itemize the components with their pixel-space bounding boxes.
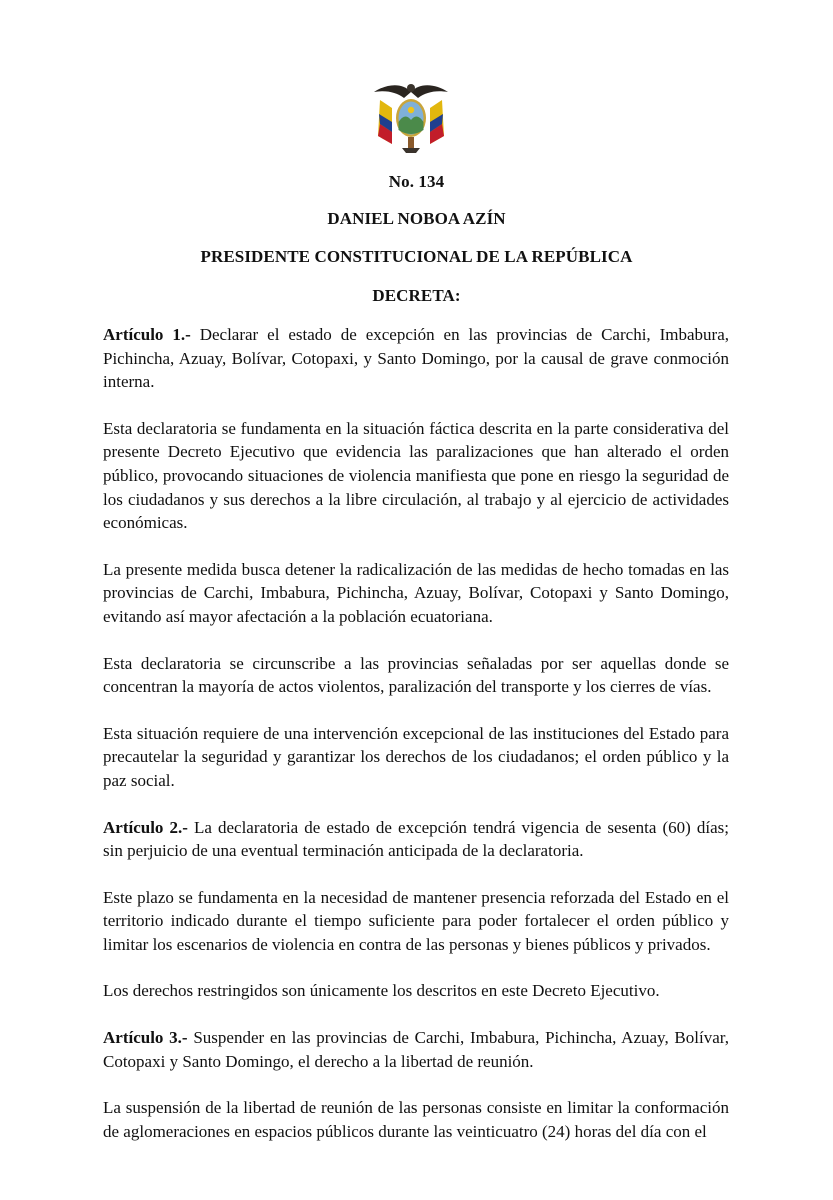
article-1-text: Declarar el estado de excepción en las provincias de Carchi, Imbabura, Pichincha, Azuay, Bolívar, Cotopaxi, y Santo Domingo, por la causal de grave conmoción interna. (103, 325, 729, 392)
article-1-label: Artículo 1.- (103, 325, 191, 344)
body-paragraph: La suspensión de la libertad de reunión de las personas consiste en limitar la conformación de aglomeraciones en espacios públicos durante las veinticuatro (24) horas del día con el (103, 1098, 729, 1141)
president-title: PRESIDENTE CONSTITUCIONAL DE LA REPÚBLICA (200, 247, 633, 266)
article-2-paragraph (103, 816, 729, 863)
decree-heading: DECRETA: (372, 286, 461, 305)
body-paragraph: Esta declaratoria se circunscribe a las provincias señaladas por ser aquellas donde se concentran la mayoría de actos violentos, paralización del transporte y los cierres de vías. (103, 653, 729, 697)
article-3-label: Artículo 3.- (103, 1028, 188, 1048)
article-2-text: La declaratoria de estado de excepción tendrá vigencia de sesenta (60) días; sin perjuicio de una eventual terminación anticipada de la declaratoria. (103, 817, 729, 861)
body-paragraph: Este plazo se fundamenta en la necesidad de mantener presencia reforzada del Estado en el territorio indicado durante el tiempo suficiente para poder fortalecer el orden público y limitar los escenarios de violencia en contra de las personas y bienes públicos y privados. (103, 887, 729, 954)
decree-number: No. 134 (388, 172, 445, 191)
article-3-text: Suspender en las provincias de Carchi, Imbabura, Pichincha, Azuay, Bolívar, Cotopaxi y Santo Domingo, el derecho a la libertad de reunión. (103, 1028, 729, 1071)
body-paragraph: Esta situación requiere de una intervención excepcional de las instituciones del Estado para precautelar la seguridad y garantizar los derechos de los ciudadanos; el orden público y la paz social. (103, 723, 729, 790)
president-name: DANIEL NOBOA AZÍN (327, 209, 506, 228)
body-paragraph: Esta declaratoria se fundamenta en la situación fáctica descrita en la parte considerativa del presente Decreto Ejecutivo que evidencia las paralizaciones que han alterado el orden público, provocando situaciones de violencia manifiesta que pone en riesgo la seguridad de los ciudadanos y sus derechos a la libre circulación, al trabajo y al ejercicio de actividades económicas. (103, 418, 729, 533)
ecuador-coat-of-arms-icon (372, 78, 450, 154)
body-paragraph: Los derechos restringidos son únicamente los descritos en este Decreto Ejecutivo. (103, 981, 660, 1001)
article-3-paragraph (103, 1026, 729, 1073)
article-2-label: Artículo 2.- (103, 817, 188, 837)
article-1-paragraph (103, 323, 729, 394)
body-paragraph: La presente medida busca detener la radicalización de las medidas de hecho tomadas en las provincias de Carchi, Imbabura, Pichincha, Azuay, Bolívar, Cotopaxi y Santo Domingo, evitando así mayor afectación a la población ecuatoriana. (103, 559, 729, 626)
decree-body (103, 323, 729, 1166)
